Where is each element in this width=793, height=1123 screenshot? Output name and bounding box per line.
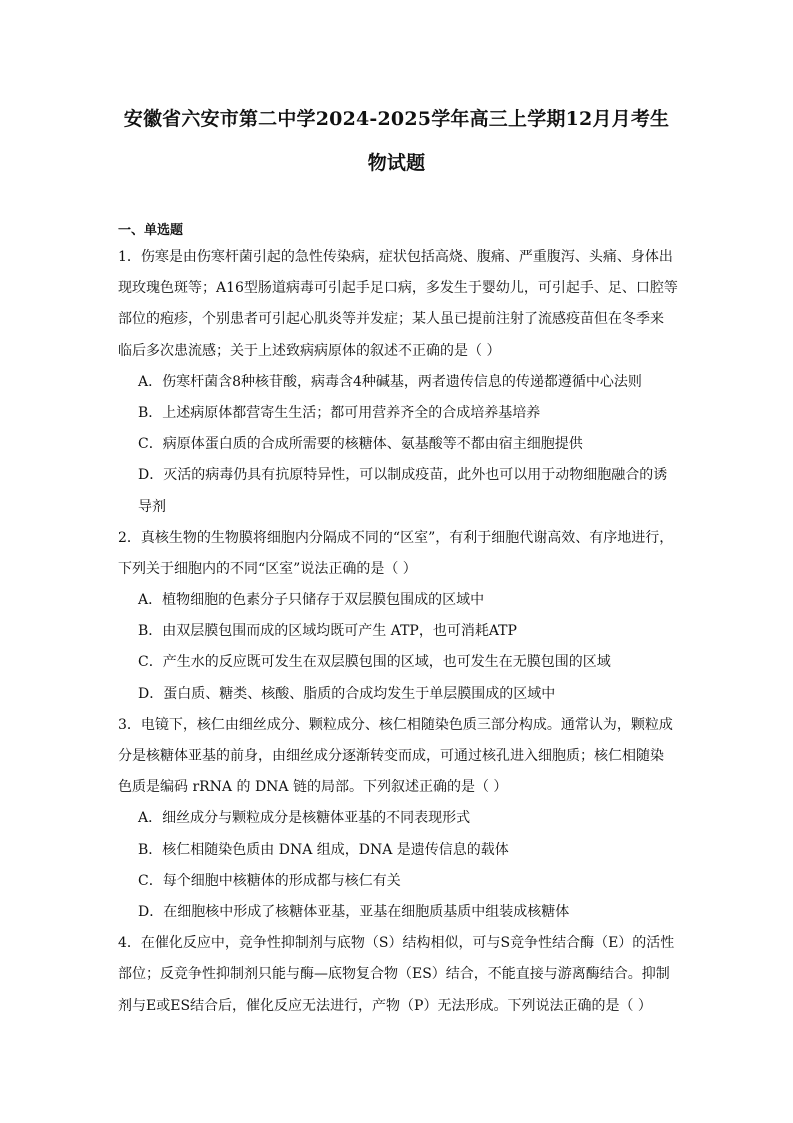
q1-stem-line-3: 部位的疱疹，个别患者可引起心肌炎等并发症；某人虽已提前注射了流感疫苗但在冬季来 [118, 311, 664, 328]
q4-stem-line-2: 部位；反竞争性抑制剂只能与酶—底物复合物（ES）结合，不能直接与游离酶结合。抑制 [118, 966, 670, 983]
q1-option-c: C．病原体蛋白质的合成所需要的核糖体、氨基酸等不都由宿主细胞提供 [138, 436, 583, 453]
q2-stem-line-1: 2．真核生物的生物膜将细胞内分隔成不同的“区室”，有利于细胞代谢高效、有序地进行， [118, 529, 674, 546]
q2-option-d: D．蛋白质、糖类、核酸、脂质的合成均发生于单层膜围成的区域中 [138, 685, 556, 702]
q1-option-d-continued: 导剂 [138, 498, 166, 515]
q1-option-d: D．灭活的病毒仍具有抗原特异性，可以制成疫苗，此外也可以用于动物细胞融合的诱 [138, 467, 668, 484]
question-list [118, 242, 678, 1022]
q3-option-b: B．核仁相随染色质由 DNA 组成，DNA 是遗传信息的载体 [138, 841, 509, 858]
q1-option-b: B．上述病原体都营寄生生活；都可用营养齐全的合成培养基培养 [138, 404, 541, 421]
q3-option-c: C．每个细胞中核糖体的形成都与核仁有关 [138, 872, 401, 889]
q1-option-a: A．伤寒杆菌含8种核苷酸，病毒含4种碱基，两者遗传信息的传递都遵循中心法则 [138, 373, 642, 390]
q3-stem-line-1: 3．电镜下，核仁由细丝成分、颗粒成分、核仁相随染色质三部分构成。通常认为，颗粒成 [118, 716, 673, 733]
page-title-continued: 物试题 [367, 152, 426, 174]
q3-option-d: D．在细胞核中形成了核糖体亚基，亚基在细胞质基质中组装成核糖体 [138, 903, 570, 920]
q1-stem-line-4: 临后多次患流感；关于上述致病病原体的叙述不正确的是（ ） [118, 342, 501, 359]
q3-stem-line-3: 色质是编码 rRNA 的 DNA 链的局部。下列叙述正确的是（ ） [118, 779, 508, 796]
q4-stem-line-1: 4．在催化反应中，竞争性抑制剂与底物（S）结构相似，可与S竞争性结合酶（E）的活性 [118, 935, 675, 952]
q3-option-a: A．细丝成分与颗粒成分是核糖体亚基的不同表现形式 [138, 810, 471, 827]
q1-stem-line-1: 1．伤寒是由伤寒杆菌引起的急性传染病，症状包括高烧、腹痛、严重腹泻、头痛、身体出 [118, 249, 673, 265]
q2-option-b: B．由双层膜包围而成的区域均既可产生 ATP，也可消耗ATP [138, 623, 517, 640]
page-title: 安徽省六安市第二中学2024-2025学年高三上学期12月月考生 [123, 108, 670, 130]
q2-option-c: C．产生水的反应既可发生在双层膜包围的区域，也可发生在无膜包围的区域 [138, 654, 611, 671]
q1-stem-line-2: 现玫瑰色斑等；A16型肠道病毒可引起手足口病，多发生于婴幼儿，可引起手、足、口腔等 [118, 280, 678, 297]
section-heading: 一、单选题 [118, 223, 184, 238]
q2-option-a: A．植物细胞的色素分子只储存于双层膜包围成的区域中 [138, 592, 485, 609]
q4-stem-line-3: 剂与E或ES结合后，催化反应无法进行，产物（P）无法形成。下列说法正确的是（ ） [118, 997, 652, 1014]
q2-stem-line-2: 下列关于细胞内的不同“区室”说法正确的是（ ） [118, 560, 417, 577]
q3-stem-line-2: 分是核糖体亚基的前身，由细丝成分逐渐转变而成，可通过核孔进入细胞质；核仁相随染 [118, 748, 664, 764]
